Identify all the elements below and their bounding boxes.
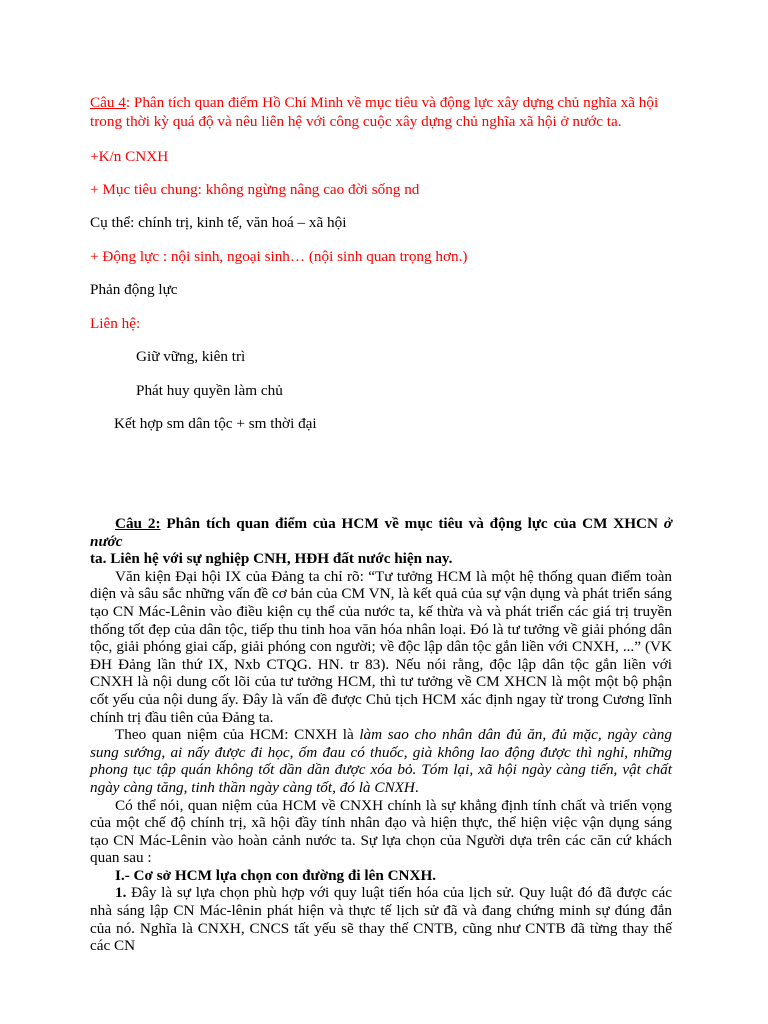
question-4-line-2 <box>90 113 622 131</box>
phan-dong-luc: Phản động lực <box>90 281 178 298</box>
question-2-heading <box>90 515 672 550</box>
paragraph-quy-luat <box>90 884 672 954</box>
lien-he-label: Liên hệ: <box>90 315 141 332</box>
item-number-1: 1. <box>115 884 127 902</box>
quan-niem-lead: Theo quan niệm của HCM: CNXH là <box>115 726 360 744</box>
giu-vung: Giữ vững, kiên trì <box>136 348 246 365</box>
question-2-label: Câu 2: <box>115 515 161 532</box>
question-4-line-1 <box>90 94 658 112</box>
question-2-title-italic: ở nước <box>90 515 672 550</box>
paragraph-van-kien: Văn kiện Đại hội IX của Đảng ta chỉ rõ: “Tư tưởng HCM là một hệ thống quan điểm toàn diện và sâu sắc những vấn đề cơ bản của CM VN, là kết quả của sự vận dụng và phát triển sáng tạo CN Mác-Lênin vào điều kiện cụ thể của nước ta, kế thừa và và phát triển các giá trị truyền thống tốt đẹp của dân tộc, tiếp thu tinh hoa văn hóa nhân loại. Đó là tư tưởng về giải phóng dân tộc, giải phóng giai cấp, giải phóng con người; về độc lập dân tộc gắn liền với CNXH, ...” (VK ĐH Đảng lần thứ IX, Nxb CTQG. HN. tr 83). Nếu nói rằng, độc lập dân tộc gắn liền với CNXH là nội dung cốt lõi của tư tưởng HCM, thì tư tưởng về CM XHCN là một một bộ phận cốt yếu của nội dung ấy. Đây là vấn đề được Chủ tịch HCM xác định ngay từ trong Cương lĩnh chính trị đầu tiên của Đảng ta. <box>90 567 672 726</box>
question-2-title: Phân tích quan điểm của HCM về mục tiêu và động lực của CM XHCN <box>160 515 664 532</box>
quy-luat-text: Đây là sự lựa chọn phù hợp với quy luật tiến hóa của lịch sử. Quy luật đó đã được các nhà sáng lập CN Mác-lênin phát hiện và thực tế lịch sử đã và đang chứng minh sự đúng đắn của nó. Nghĩa là CNXH, CNCS tất yếu sẽ thay thế CNTB, cũng như CNTB đã từng thay thế các CN <box>90 884 672 955</box>
question-4-colon: : <box>125 94 131 111</box>
muc-tieu-chung: + Mục tiêu chung: không ngừng nâng cao đời sống nd <box>90 181 420 198</box>
heading-co-so: I.- Cơ sở HCM lựa chọn con đường đi lên CNXH. <box>115 866 437 884</box>
question-4-text-1: Phân tích quan điểm Hồ Chí Minh về mục tiêu và động lực xây dựng chủ nghĩa xã hội <box>130 94 659 111</box>
question-2-heading-line-2: ta. Liên hệ với sự nghiệp CNH, HĐH đất nước hiện nay. <box>90 550 453 568</box>
ket-hop: Kết hợp sm dân tộc + sm thời đại <box>114 415 317 432</box>
paragraph-co-the-noi: Có thể nói, quan niệm của HCM về CNXH chính là sự khẳng định tính chất và triển vọng của một chế độ chính trị, xã hội đầy tính nhân đạo và hiện thực, thể hiện việc vận dụng sáng tạo CN Mác-Lênin vào hoàn cảnh nước ta. Sự lựa chọn của Người dựa trên các căn cứ khách quan sau : <box>90 796 672 867</box>
section-2-body <box>90 515 672 955</box>
cu-the: Cụ thể: chính trị, kinh tế, văn hoá – xã hội <box>90 214 347 231</box>
dong-luc: + Động lực : nội sinh, ngoại sinh… (nội sinh quan trọng hơn.) <box>90 248 468 265</box>
question-4-label: Câu 4 <box>90 94 126 111</box>
quan-niem-end: . <box>414 778 419 796</box>
question-4-text-2: trong thời kỳ quá độ và nêu liên hệ với công cuộc xây dựng chủ nghĩa xã hội ở nước ta. <box>90 113 622 130</box>
phat-huy: Phát huy quyền làm chủ <box>136 382 283 399</box>
kn-cnxh: +K/n CNXH <box>90 148 169 165</box>
paragraph-quan-niem <box>90 726 672 796</box>
quan-niem-quote: làm sao cho nhân dân đủ ăn, đủ mặc, ngày càng sung sướng, ai nấy được đi học, ốm đau có thuốc, già không lao động được thì nghỉ, những phong tục tập quán không tốt dần dần được xóa bỏ. Tóm lại, xã hội ngày càng tiến, vật chất ngày càng tăng, tinh thần ngày càng tốt, đó là CNXH <box>90 726 672 796</box>
